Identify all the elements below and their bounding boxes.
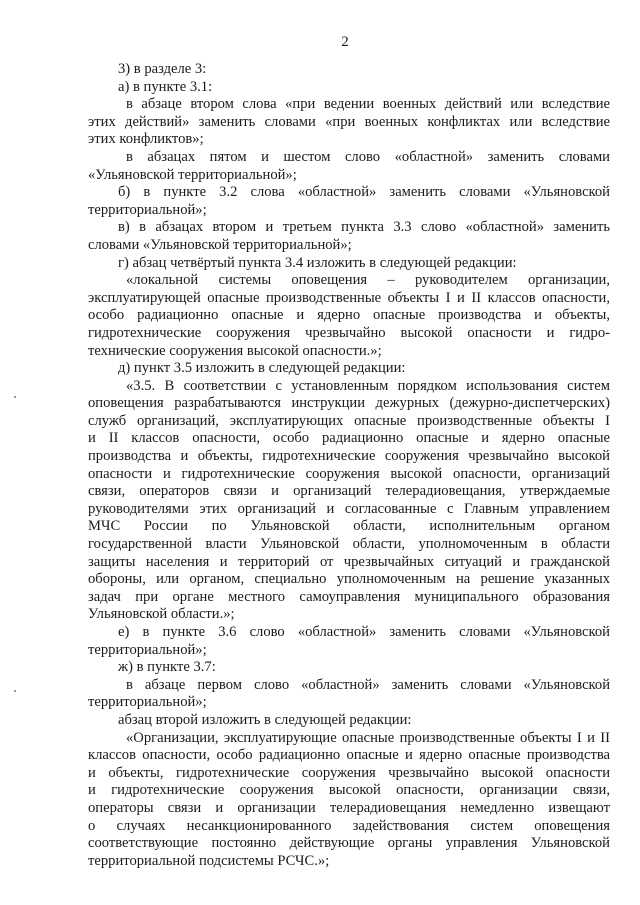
text-line: д) пункт 3.5 изложить в следующей редакции:: [118, 360, 406, 377]
text-line: оповещения разрабатываются инструкции дежурных (дежурно-диспетчерских): [88, 395, 610, 412]
text-line: «Организации, эксплуатирующие опасные производственные объекты I и II: [126, 729, 610, 746]
text-line: ж) в пункте 3.7:: [118, 659, 216, 676]
text-line: этих действий» заменить словами «при военных конфликтах или вследствие: [88, 113, 610, 130]
text-line: задач при органе местного самоуправления муниципального образования: [88, 588, 610, 605]
text-line: и II классов опасности, особо радиационно опасные и ядерно опасные: [88, 430, 610, 447]
text-line: в абзаце первом слово «областной» заменить словами «Ульяновской: [126, 676, 610, 693]
text-line: опасности и гидротехнические сооружения высокой опасности, организаций: [88, 465, 610, 482]
text-line: МЧС России по Ульяновской области, исполнительным органом: [88, 518, 610, 535]
text-line: о случаях несанкционированного задействования систем оповещения: [88, 817, 610, 834]
text-line: «локальной системы оповещения – руководителем организации,: [126, 272, 610, 289]
text-line: территориальной»;: [88, 641, 207, 658]
scan-speck: [14, 690, 16, 692]
text-line: обороны, или органом, специально уполномоченным на решение указанных: [88, 571, 610, 588]
text-line: территориальной»;: [88, 694, 207, 711]
text-line: и гидротехнические сооружения высокой опасности, организации связи,: [88, 782, 610, 799]
text-line: Ульяновской области.»;: [88, 606, 235, 623]
text-line: «3.5. В соответствии с установленным порядком использования систем: [126, 377, 610, 394]
text-line: 3) в разделе 3:: [118, 61, 207, 77]
text-line: в абзацах пятом и шестом слово «областной» заменить словами: [126, 148, 610, 165]
text-line: б) в пункте 3.2 слова «областной» заменить словами «Ульяновской: [118, 184, 610, 201]
text-line: г) абзац четвёртый пункта 3.4 изложить в следующей редакции:: [118, 254, 517, 271]
text-line: этих конфликтов»;: [88, 131, 204, 148]
text-line: операторы связи и организации телерадиовещания немедленно извещают: [88, 799, 610, 816]
text-line: гидротехнические сооружения чрезвычайно высокой опасности и гидро-: [88, 324, 610, 341]
text-line: соответствующие постоянно действующие органы управления Ульяновской: [88, 835, 610, 852]
text-line: служб организаций, эксплуатирующих опасные производственные объекты I: [88, 412, 610, 429]
page-number: 2: [341, 34, 349, 50]
text-line: е) в пункте 3.6 слово «областной» заменить словами «Ульяновской: [118, 624, 610, 640]
text-line: руководителями этих организаций и согласованные с Главным управлением: [88, 500, 610, 517]
text-line: «Ульяновской территориальной»;: [88, 166, 297, 183]
text-line: особо радиационно опасные и ядерно опасные производства и объекты,: [88, 307, 610, 324]
text-line: территориальной»;: [88, 201, 207, 218]
text-line: государственной власти Ульяновской области, уполномоченным в области: [88, 536, 610, 553]
text-line: абзац второй изложить в следующей редакции:: [118, 711, 412, 728]
text-line: в абзаце втором слова «при ведении военных действий или вследствие: [126, 96, 610, 113]
text-line: производства и объекты, гидротехнические сооружения чрезвычайно высокой: [88, 448, 610, 465]
text-line: территориальной подсистемы РСЧС.»;: [88, 852, 330, 869]
text-line: технические сооружения высокой опасности.»;: [88, 342, 382, 359]
text-line: классов опасности, особо радиационно опасные и ядерно опасные производства: [88, 747, 610, 764]
text-line: защиты населения и территорий от чрезвычайных ситуаций и гражданской: [88, 553, 610, 570]
text-line: словами «Ульяновской территориальной»;: [88, 236, 352, 253]
text-line: связи, операторов связи и организаций телерадиовещания, утверждаемые: [88, 483, 610, 500]
document-body: [88, 61, 610, 870]
text-line: а) в пункте 3.1:: [118, 78, 213, 95]
text-line: эксплуатирующей опасные производственные объекты I и II классов опасности,: [88, 289, 610, 306]
text-line: в) в абзацах втором и третьем пункта 3.3 слово «областной» заменить: [118, 219, 610, 236]
text-line: и объекты, гидротехнические сооружения чрезвычайно высокой опасности: [88, 764, 610, 781]
scan-speck: [14, 396, 16, 398]
